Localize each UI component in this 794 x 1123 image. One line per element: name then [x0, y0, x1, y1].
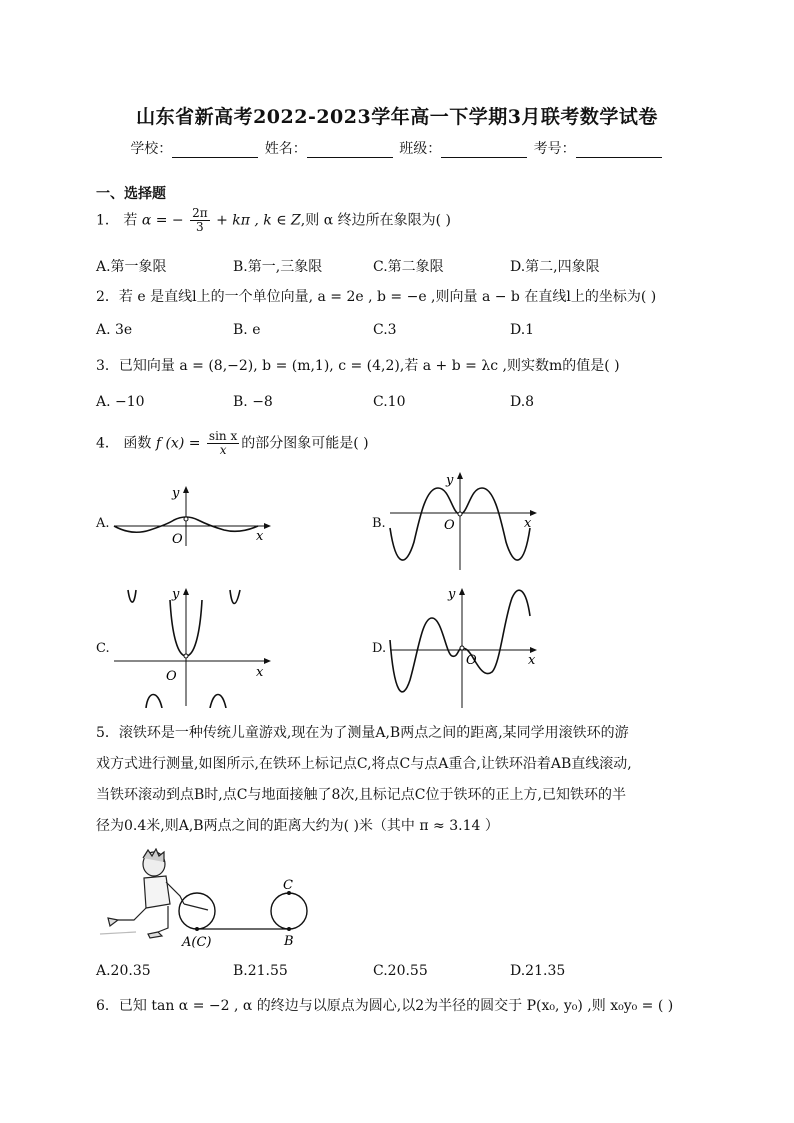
hoop-start — [179, 893, 215, 929]
graph-c-label[interactable]: C. — [96, 641, 110, 656]
boy-back-leg — [118, 908, 146, 920]
q4-frac-num: sin x — [208, 429, 238, 443]
graph-b-hole — [458, 512, 462, 516]
q5-line-3: 当铁环滚动到点B时,点C与地面接触了8次,且标记点C位于铁环的正上方,已知铁环的半 — [96, 787, 626, 803]
section-heading: 一、选择题 — [96, 186, 166, 202]
graph-c-hole — [184, 654, 188, 658]
q4-frac-den: x — [219, 443, 227, 457]
question-1 — [96, 207, 451, 234]
graph-d-y-arrow — [459, 588, 465, 595]
graph-b — [388, 468, 540, 572]
q1-pre: 若 — [123, 212, 138, 229]
boy-shirt — [144, 876, 170, 908]
graph-c-x-arrow — [264, 658, 271, 664]
graph-c-right-upper-curve — [230, 590, 240, 604]
graph-d-x-label: x — [528, 653, 536, 668]
graph-b-x-label: x — [524, 516, 532, 531]
graph-a-origin: O — [172, 532, 183, 547]
q5-line-2: 戏方式进行测量,如图所示,在铁环上标记点C,将点C与点A重合,让铁环沿着AB直线滚动, — [96, 756, 632, 772]
graph-c-left-lower-curve — [146, 695, 162, 709]
q1-fraction — [190, 207, 210, 234]
graph-d-hole — [460, 646, 464, 650]
graph-a-y-arrow — [183, 486, 189, 493]
graph-a — [112, 484, 272, 548]
question-5 — [96, 718, 702, 842]
graph-a-y-label: y — [172, 486, 180, 501]
graph-a-hole — [184, 517, 188, 521]
school-blank[interactable] — [172, 143, 258, 158]
graph-b-origin: O — [444, 518, 455, 533]
hoop-end — [271, 893, 307, 929]
q1-option-c[interactable]: C.第二象限 — [373, 259, 444, 275]
page-title: 山东省新高考2022-2023学年高一下学期3月联考数学试卷 — [136, 106, 658, 128]
label-b: B — [284, 934, 294, 949]
q4-number: 4． — [96, 435, 119, 452]
hoop-stick — [184, 904, 208, 910]
graph-d-origin: O — [466, 653, 477, 668]
question-6: 6．已知 tan α = −2 , α 的终边与以原点为圆心,以2为半径的圆交于 P(x₀, y₀) ,则 x₀y₀ = ( ) — [96, 998, 674, 1014]
q2-option-b[interactable]: B. e — [233, 322, 261, 338]
student-info-line — [0, 138, 794, 158]
q4-fraction — [207, 430, 239, 457]
q5-option-d[interactable]: D.21.35 — [510, 963, 566, 979]
q2-option-c[interactable]: C.3 — [373, 322, 397, 338]
point-b — [287, 927, 291, 931]
school-label: 学校： — [130, 141, 173, 157]
label-c: C — [283, 878, 293, 893]
q5-line-1: 5．滚铁环是一种传统儿童游戏,现在为了测量A,B两点之间的距离,某同学用滚铁环的游 — [96, 725, 629, 741]
q3-option-c[interactable]: C.10 — [373, 394, 406, 410]
name-blank[interactable] — [307, 143, 393, 158]
graph-d-curve — [390, 590, 530, 692]
question-4 — [96, 430, 369, 457]
boy-front-shoe — [148, 932, 162, 938]
graph-a-label[interactable]: A. — [96, 516, 110, 531]
question-2: 2．若 e 是直线l上的一个单位向量, a = 2e , b = −e ,则向量 a − b 在直线l上的坐标为( ) — [96, 289, 657, 305]
q1-frac-num: 2π — [192, 206, 208, 220]
q1-option-a[interactable]: A.第一象限 — [96, 259, 167, 275]
boy-back-shoe — [108, 918, 118, 926]
graph-c-left-upper-curve — [128, 590, 136, 602]
q5-option-b[interactable]: B.21.55 — [233, 963, 288, 979]
ground-shadow — [100, 932, 136, 934]
name-label: 姓名： — [264, 141, 307, 157]
graph-c-y-label: y — [172, 587, 180, 602]
boy-front-leg — [158, 906, 168, 932]
graph-c-right-lower-curve — [210, 695, 226, 709]
graph-c-origin: O — [166, 669, 177, 684]
graph-d-y-label: y — [448, 587, 456, 602]
q4-tail: 的部分图象可能是( ) — [241, 435, 369, 452]
class-label: 班级： — [399, 141, 442, 157]
graph-b-y-arrow — [457, 472, 463, 479]
class-blank[interactable] — [441, 143, 527, 158]
label-a-c: A(C) — [182, 935, 212, 950]
q1-alpha-eq: α = − — [141, 212, 184, 229]
q2-option-a[interactable]: A. 3e — [96, 322, 133, 338]
q1-option-b[interactable]: B.第一,三象限 — [233, 259, 323, 275]
q5-option-a[interactable]: A.20.35 — [96, 963, 151, 979]
q3-option-d[interactable]: D.8 — [510, 394, 535, 410]
q1-frac-den: 3 — [196, 220, 204, 234]
graph-b-y-label: y — [446, 473, 454, 488]
q1-tail: ,则 α 终边所在象限为( ) — [300, 212, 451, 229]
question-3: 3．已知向量 a = (8,−2), b = (m,1), c = (4,2),若 a + b = λc ,则实数m的值是( ) — [96, 358, 620, 374]
q3-option-b[interactable]: B. −8 — [233, 394, 273, 410]
q5-line-4: 径为0.4米,则A,B两点之间的距离大约为( )米（其中 π ≈ 3.14 ） — [96, 818, 499, 834]
q1-option-d[interactable]: D.第二,四象限 — [510, 259, 600, 275]
graph-d — [388, 580, 540, 708]
q2-option-d[interactable]: D.1 — [510, 322, 535, 338]
q4-fx: f (x) = — [155, 435, 201, 452]
q5-option-c[interactable]: C.20.55 — [373, 963, 428, 979]
graph-c-x-label: x — [256, 665, 264, 680]
q4-pre: 函数 — [123, 435, 152, 452]
q1-number: 1． — [96, 212, 119, 229]
graph-b-label[interactable]: B. — [372, 516, 386, 531]
graph-a-x-arrow — [264, 523, 271, 529]
graph-d-label[interactable]: D. — [372, 641, 387, 656]
point-a — [195, 927, 199, 931]
q3-option-a[interactable]: A. −10 — [96, 394, 145, 410]
q5-figure — [96, 848, 336, 952]
number-label: 考号： — [533, 141, 576, 157]
q1-post-frac: + kπ , k ∈ Z — [216, 212, 301, 229]
number-blank[interactable] — [576, 143, 662, 158]
graph-c — [112, 580, 272, 708]
graph-a-x-label: x — [256, 529, 264, 544]
graph-c-y-arrow — [183, 588, 189, 595]
